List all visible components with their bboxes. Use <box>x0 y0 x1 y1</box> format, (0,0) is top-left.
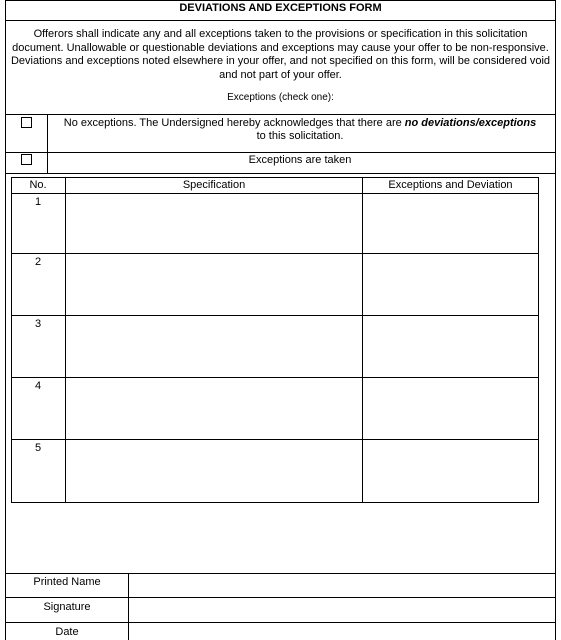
row-2-specification-cell[interactable] <box>66 254 362 315</box>
intro-text: Offerors shall indicate any and all exceptions taken to the provisions or specification in this solicitation document. Unallowable or questionable deviations and exceptions may cause your offer to be non-responsive. Deviations and exceptions noted elsewhere in your offer, and not specified on this form, will be considered void and not part of your offer. <box>10 28 551 81</box>
no-exceptions-checkbox[interactable] <box>21 117 32 128</box>
table-right-border <box>538 177 539 503</box>
exceptions-label: Exceptions (check one): <box>227 92 334 103</box>
column-header-no: No. <box>29 179 47 191</box>
form-border-top <box>5 0 556 1</box>
option-divider <box>5 152 556 153</box>
column-header-specification: Specification <box>182 179 246 191</box>
no-exceptions-suffix: to this solicitation. <box>256 130 344 142</box>
row-5-exception-cell[interactable] <box>363 440 538 502</box>
row-5-specification-cell[interactable] <box>66 440 362 502</box>
row-3-specification-cell[interactable] <box>66 316 362 377</box>
exceptions-taken-label: Exceptions are taken <box>248 154 352 166</box>
row-4-exception-cell[interactable] <box>363 378 538 439</box>
no-exceptions-option-text <box>60 117 540 143</box>
row-1-exception-cell[interactable] <box>363 194 538 253</box>
no-exceptions-prefix: No exceptions. The Undersigned hereby acknowledges that there are <box>63 117 405 129</box>
no-exceptions-emphasis: no deviations/exceptions <box>404 117 537 129</box>
printed-name-field[interactable] <box>129 574 555 597</box>
row-4-specification-cell[interactable] <box>66 378 362 439</box>
row-number-5: 5 <box>34 442 42 454</box>
row-number-1: 1 <box>34 196 42 208</box>
row-number-3: 3 <box>34 318 42 330</box>
form-title: DEVIATIONS AND EXCEPTIONS FORM <box>179 2 382 14</box>
checkbox-column-divider <box>47 114 48 173</box>
exceptions-taken-checkbox[interactable] <box>21 154 32 165</box>
row-number-2: 2 <box>34 256 42 268</box>
date-field[interactable] <box>129 623 555 640</box>
table-left-border <box>11 177 12 503</box>
signature-label: Signature <box>43 601 91 613</box>
signature-field[interactable] <box>129 598 555 622</box>
row-2-exception-cell[interactable] <box>363 254 538 315</box>
row-number-4: 4 <box>34 380 42 392</box>
table-bottom-border <box>11 502 539 503</box>
table-top-border <box>11 177 539 178</box>
row-3-exception-cell[interactable] <box>363 316 538 377</box>
options-bottom-divider <box>5 173 556 174</box>
date-label: Date <box>55 626 79 638</box>
intro-divider <box>5 114 556 115</box>
column-header-exceptions: Exceptions and Deviation <box>388 179 513 191</box>
printed-name-label: Printed Name <box>33 576 101 588</box>
title-divider <box>5 20 556 21</box>
row-1-specification-cell[interactable] <box>66 194 362 253</box>
